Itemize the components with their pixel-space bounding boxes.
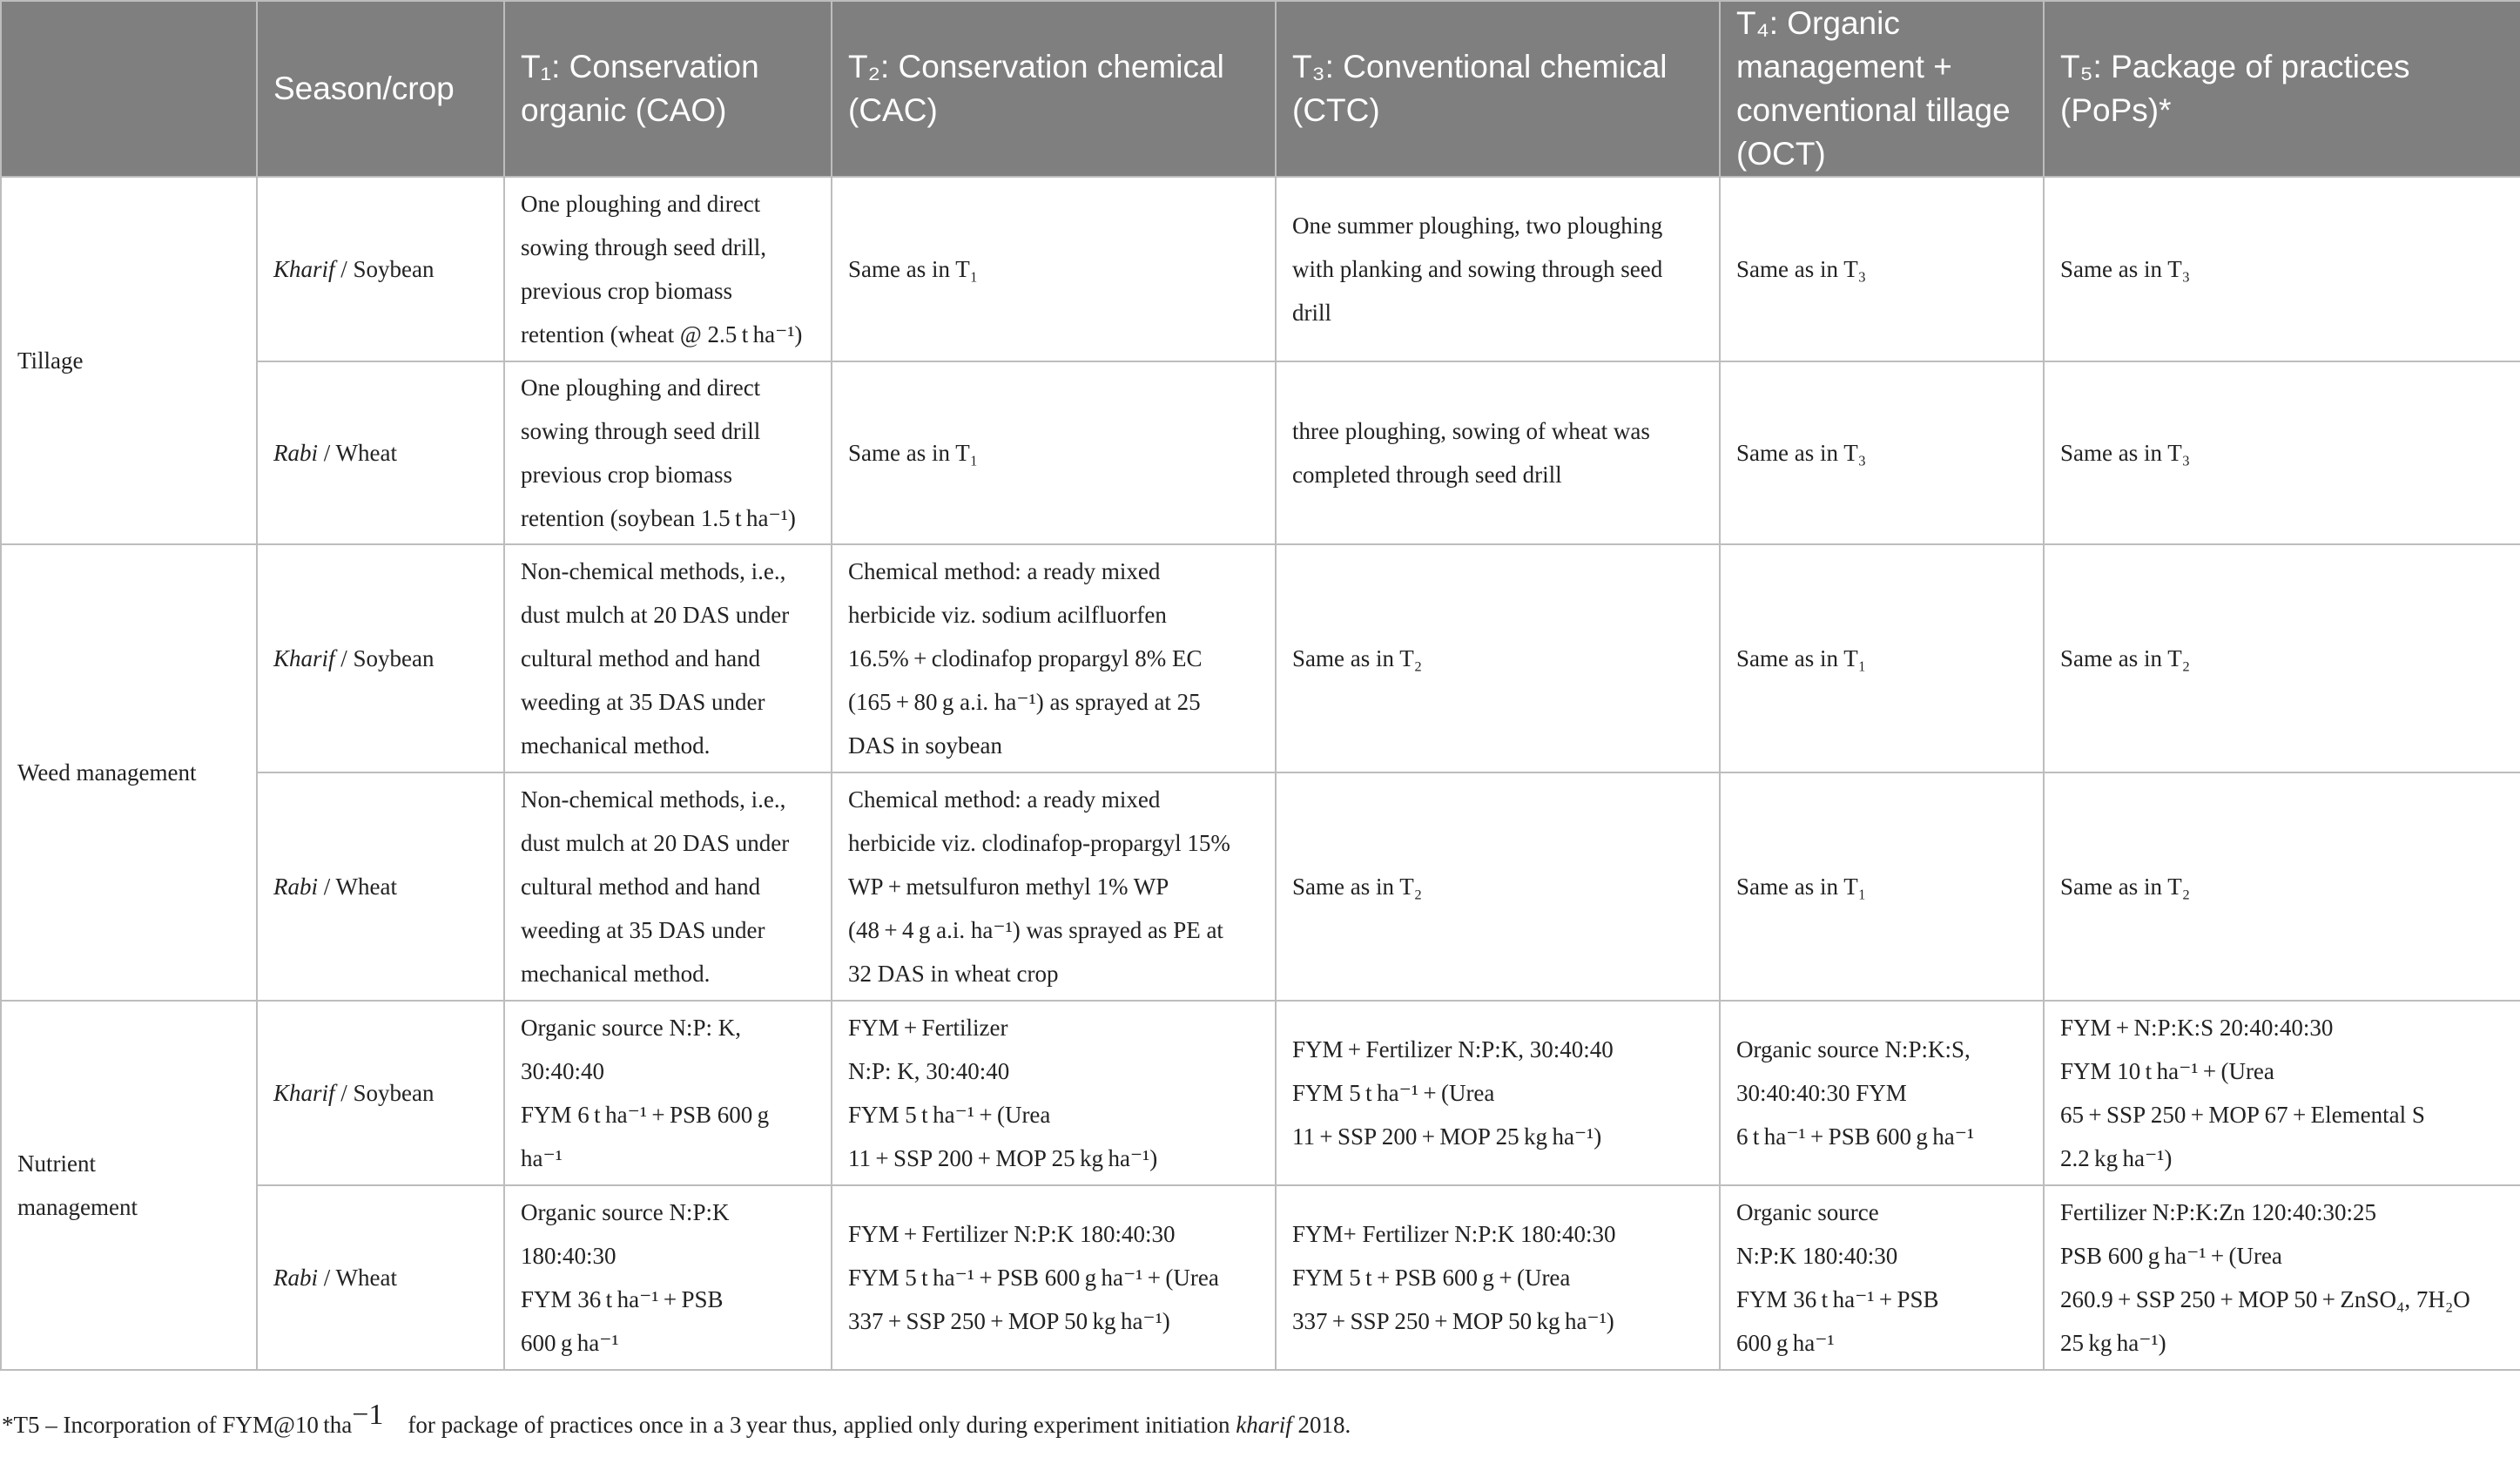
cell-t4: Same as in T₃ (1720, 177, 2044, 361)
table-row (1, 772, 2520, 1001)
cell-t4: Same as in T₁ (1720, 544, 2044, 772)
table-row (1, 1185, 2520, 1370)
cell-t3: three ploughing, sowing of wheat was completed through seed drill (1276, 361, 1720, 544)
table-footnote: *T5 – Incorporation of FYM@10 tha$^{-1}$ for package of practices once in a 3 year thus, applied only during experiment initiation kharif 2018. (2, 1399, 1351, 1438)
header-t1: T₁: Conservation organic (CAO) (504, 1, 832, 177)
cell-t1: One ploughing and direct sowing through seed drill, previous crop biomass retention (wheat @ 2.5 t ha⁻¹) (504, 177, 832, 361)
cell-t1: Non-chemical methods, i.e., dust mulch at 20 DAS under cultural method and hand weeding at 35 DAS under mechanical method. (504, 544, 832, 772)
cell-t1: Organic source N:P:K 180:40:30 FYM 36 t ha⁻¹ + PSB 600 g ha⁻¹ (504, 1185, 832, 1370)
cell-t5: Same as in T₃ (2044, 177, 2520, 361)
cell-t2: Same as in T₁ (832, 177, 1276, 361)
cell-t3: One summer ploughing, two ploughing with planking and sowing through seed drill (1276, 177, 1720, 361)
season-crop-cell: Rabi / Wheat (257, 1185, 504, 1370)
season-crop-cell: Rabi / Wheat (257, 361, 504, 544)
cell-t5: Same as in T₂ (2044, 544, 2520, 772)
cell-t3: Same as in T₂ (1276, 544, 1720, 772)
cell-t3: Same as in T₂ (1276, 772, 1720, 1001)
header-blank (1, 1, 257, 177)
cell-t3: FYM+ Fertilizer N:P:K 180:40:30 FYM 5 t + PSB 600 g + (Urea 337 + SSP 250 + MOP 50 kg ha⁻¹) (1276, 1185, 1720, 1370)
cell-t4: Organic source N:P:K:S, 30:40:40:30 FYM 6 t ha⁻¹ + PSB 600 g ha⁻¹ (1720, 1001, 2044, 1185)
header-t4: T₄: Organic management + conventional tillage (OCT) (1720, 1, 2044, 177)
season-crop-cell: Kharif / Soybean (257, 1001, 504, 1185)
header-t3: T₃: Conventional chemical (CTC) (1276, 1, 1720, 177)
cell-t4: Same as in T₁ (1720, 772, 2044, 1001)
cell-t5: Same as in T₃ (2044, 361, 2520, 544)
header-row (1, 1, 2520, 177)
cell-t2: Chemical method: a ready mixed herbicide viz. clodinafop-propargyl 15% WP + metsulfuron methyl 1% WP (48 + 4 g a.i. ha⁻¹) was sprayed as PE at 32 DAS in wheat crop (832, 772, 1276, 1001)
cell-t2: Same as in T₁ (832, 361, 1276, 544)
cell-t1: Non-chemical methods, i.e., dust mulch at 20 DAS under cultural method and hand weeding at 35 DAS under mechanical method. (504, 772, 832, 1001)
cell-t4: Organic source N:P:K 180:40:30 FYM 36 t ha⁻¹ + PSB 600 g ha⁻¹ (1720, 1185, 2044, 1370)
header-t5: T₅: Package of practices (PoPs)* (2044, 1, 2520, 177)
cell-t2: FYM + Fertilizer N:P: K, 30:40:40 FYM 5 t ha⁻¹ + (Urea 11 + SSP 200 + MOP 25 kg ha⁻¹) (832, 1001, 1276, 1185)
category-tillage: Tillage (1, 177, 257, 544)
cell-t5: Fertilizer N:P:K:Zn 120:40:30:25 PSB 600 g ha⁻¹ + (Urea 260.9 + SSP 250 + MOP 50 + ZnSO₄, 7H₂O 25 kg ha⁻¹) (2044, 1185, 2520, 1370)
table-row (1, 177, 2520, 361)
category-nutrient-management: Nutrient management (1, 1001, 257, 1370)
cell-t1: One ploughing and direct sowing through seed drill previous crop biomass retention (soybean 1.5 t ha⁻¹) (504, 361, 832, 544)
cell-t5: Same as in T₂ (2044, 772, 2520, 1001)
cell-t1: Organic source N:P: K, 30:40:40 FYM 6 t ha⁻¹ + PSB 600 g ha⁻¹ (504, 1001, 832, 1185)
header-season-crop: Season/crop (257, 1, 504, 177)
header-t2: T₂: Conservation chemical (CAC) (832, 1, 1276, 177)
category-weed-management: Weed management (1, 544, 257, 1001)
season-crop-cell: Rabi / Wheat (257, 772, 504, 1001)
table-row (1, 361, 2520, 544)
cell-t3: FYM + Fertilizer N:P:K, 30:40:40 FYM 5 t ha⁻¹ + (Urea 11 + SSP 200 + MOP 25 kg ha⁻¹) (1276, 1001, 1720, 1185)
cell-t5: FYM + N:P:K:S 20:40:40:30 FYM 10 t ha⁻¹ + (Urea 65 + SSP 250 + MOP 67 + Elemental S 2.2 kg ha⁻¹) (2044, 1001, 2520, 1185)
table-row (1, 544, 2520, 772)
cell-t2: FYM + Fertilizer N:P:K 180:40:30 FYM 5 t ha⁻¹ + PSB 600 g ha⁻¹ + (Urea 337 + SSP 250 + MOP 50 kg ha⁻¹) (832, 1185, 1276, 1370)
table-row (1, 1001, 2520, 1185)
cell-t2: Chemical method: a ready mixed herbicide viz. sodium acilfluorfen 16.5% + clodinafop propargyl 8% EC (165 + 80 g a.i. ha⁻¹) as sprayed at 25 DAS in soybean (832, 544, 1276, 772)
cell-t4: Same as in T₃ (1720, 361, 2044, 544)
season-crop-cell: Kharif / Soybean (257, 177, 504, 361)
season-crop-cell: Kharif / Soybean (257, 544, 504, 772)
